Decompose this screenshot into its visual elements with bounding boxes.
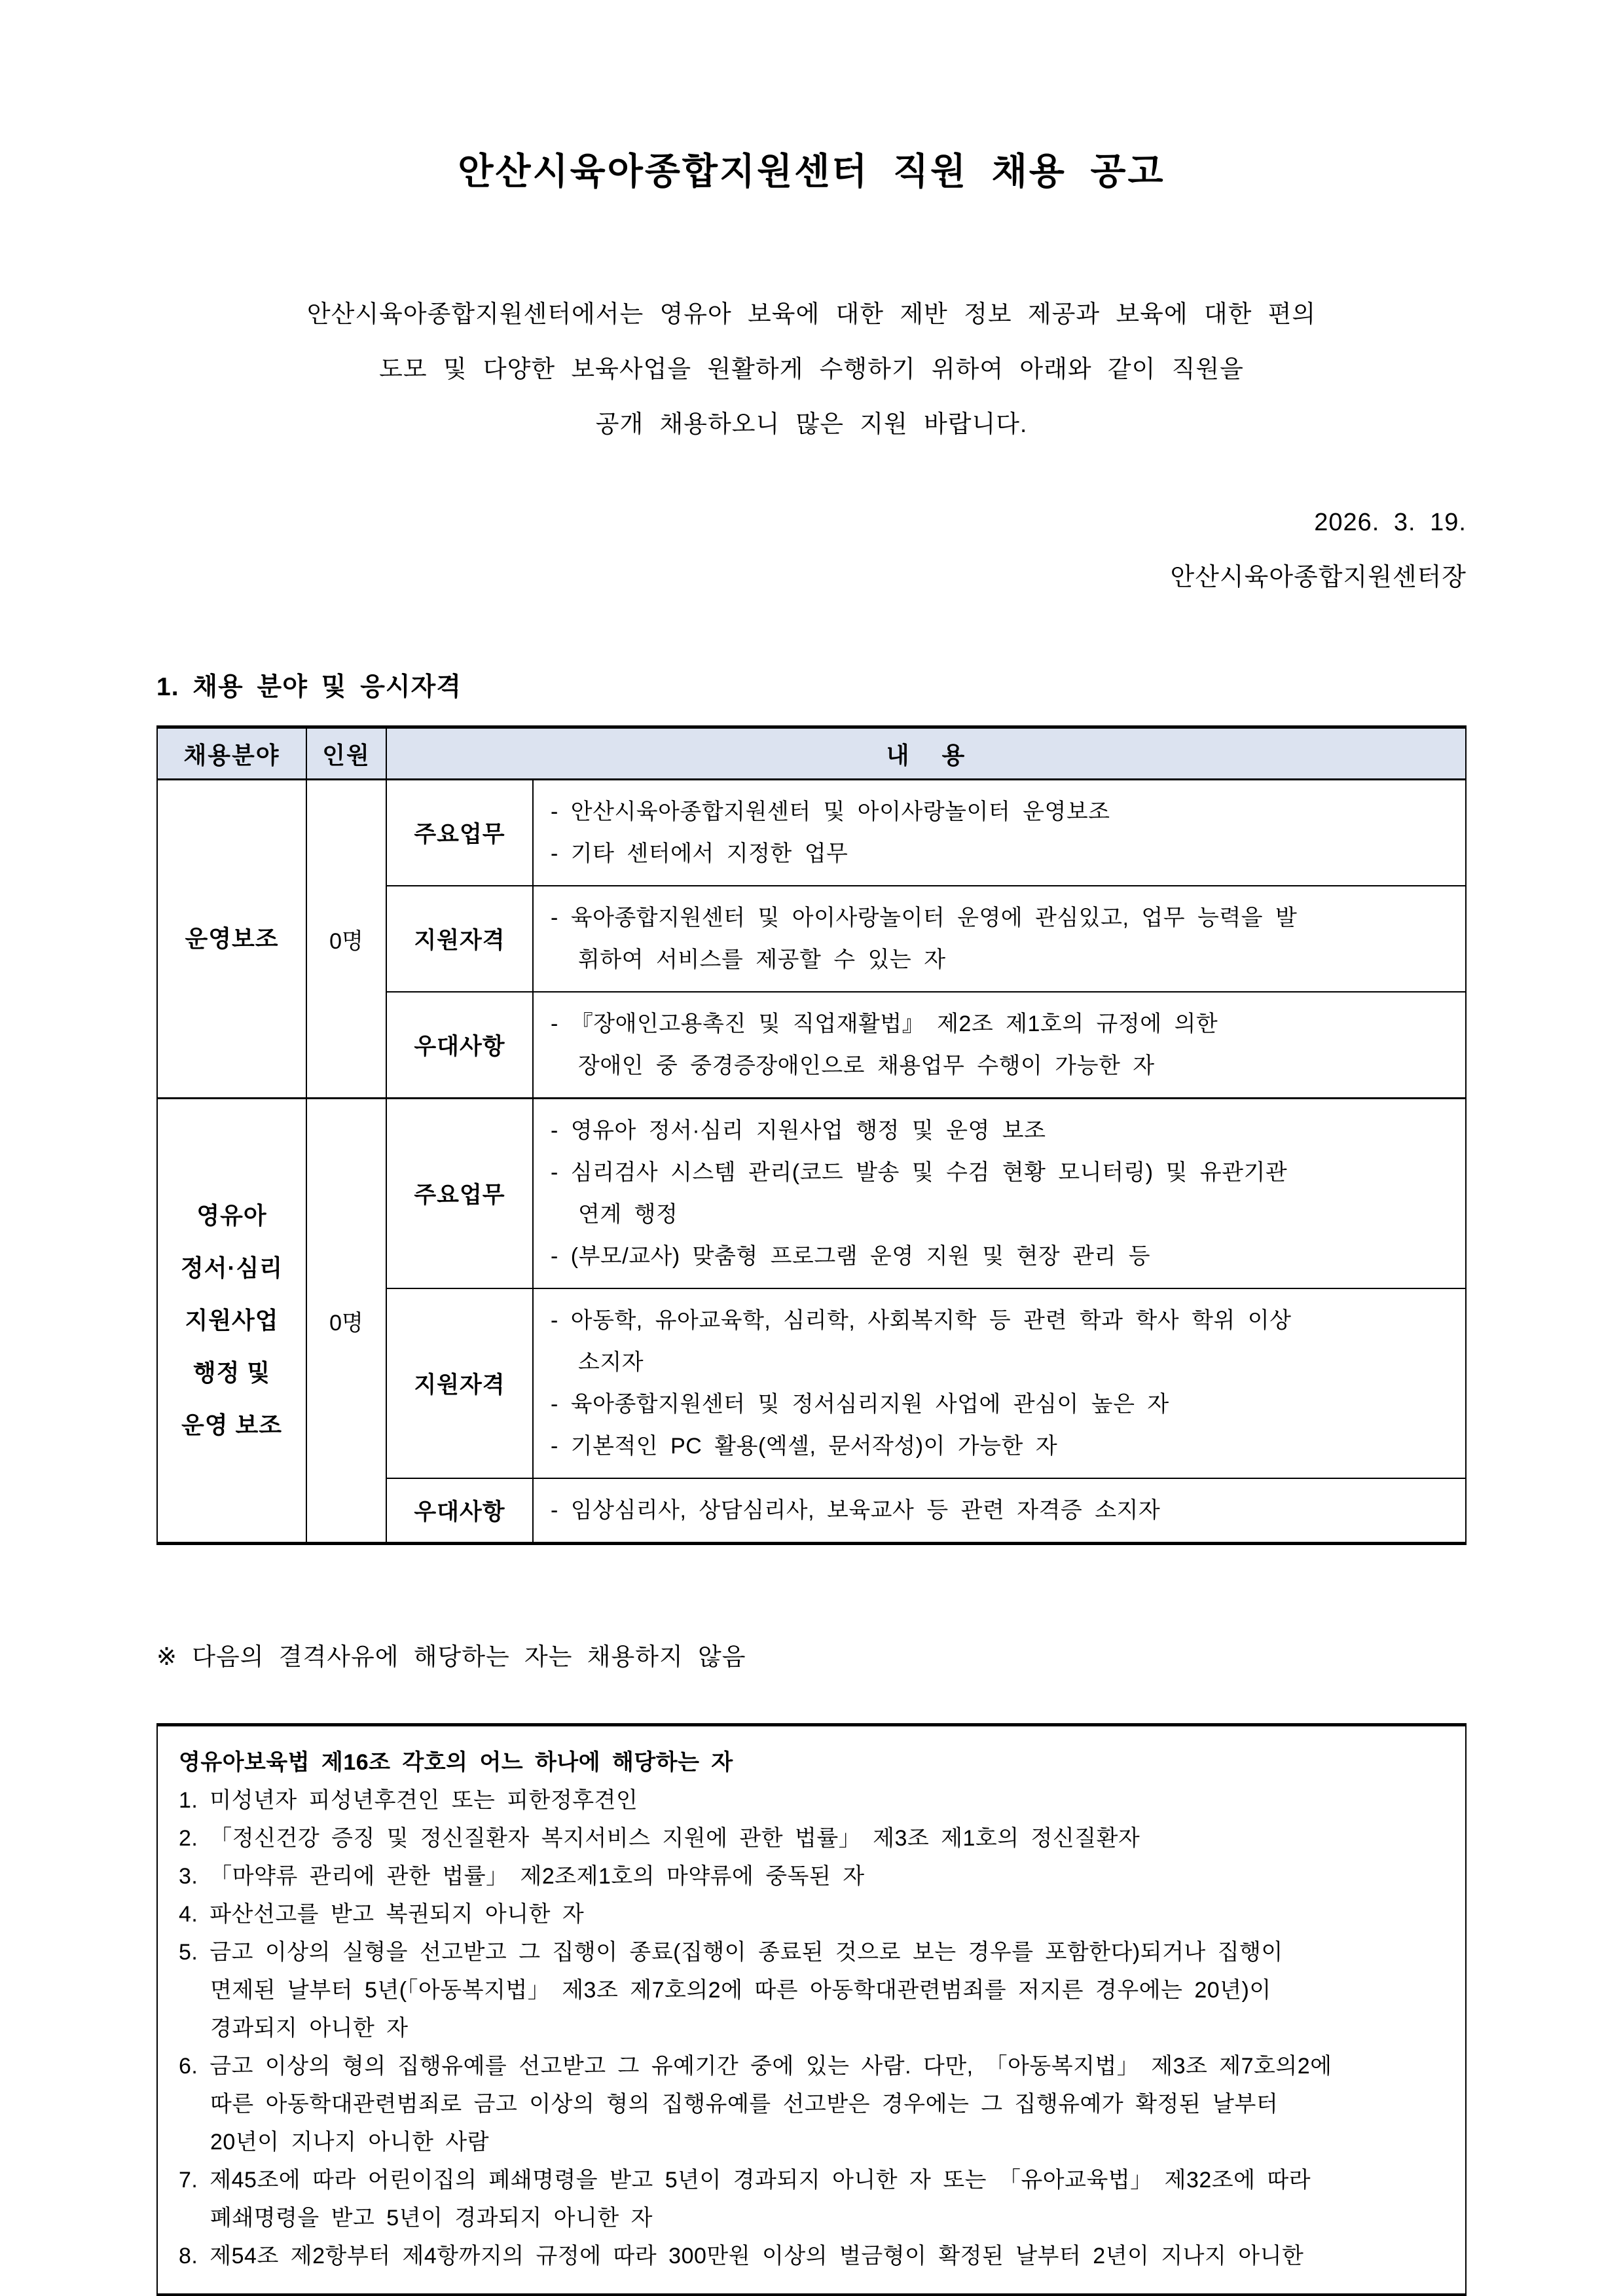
section-label-cell: 주요업무 (386, 1099, 533, 1289)
table-row (157, 1099, 1466, 1289)
section-label-cell: 우대사항 (386, 992, 533, 1099)
count-cell: 0명 (306, 1099, 386, 1544)
section1-heading: 1. 채용 분야 및 응시자격 (156, 673, 462, 701)
date-block (156, 495, 1467, 605)
table-header-row (157, 727, 1466, 780)
disqualification-item: 3. 「마약류 관리에 관한 법률」 제2조제1호의 마약류에 중독된 자 (179, 1864, 865, 1889)
announcement-date: 2026. 3. 19. (1314, 509, 1467, 536)
section-content-cell (533, 992, 1466, 1099)
disqualification-item: 4. 파산선고를 받고 복권되지 아니한 자 (179, 1902, 585, 1927)
content-bullet: - 『장애인고용촉진 및 직업재활법』 제2조 제1호의 규정에 의한 장애인 중 중경증장애인으로 채용업무 수행이 가능한 자 (551, 1011, 1218, 1078)
column-header-content: 내 용 (386, 727, 1466, 780)
column-header-field: 채용분야 (157, 727, 306, 780)
recruitment-table (156, 725, 1467, 1545)
content-bullet: - 영유아 정서·심리 지원사업 행정 및 운영 보조 (551, 1118, 1046, 1143)
content-bullet: - 육아종합지원센터 및 아이사랑놀이터 운영에 관심있고, 업무 능력을 발 휘하여 서비스를 제공할 수 있는 자 (551, 905, 1298, 972)
intro-paragraph (156, 287, 1467, 452)
disqualification-item: 5. 금고 이상의 실형을 선고받고 그 집행이 종료(집행이 종료된 것으로 보는 경우를 포함한다)되거나 집행이 면제된 날부터 5년(「아동복지법」 제3조 제7호의2에 따른 아동학대관련범죄를 저지른 경우에는 20년)이 경과되지 아니한 자 (179, 1940, 1283, 2041)
section-content-cell (533, 1099, 1466, 1289)
content-bullet: - 육아종합지원센터 및 정서심리지원 사업에 관심이 높은 자 (551, 1392, 1169, 1417)
disqualification-items (179, 1781, 1446, 2275)
disqualification-box-title: 영유아보육법 제16조 각호의 어느 하나에 해당하는 자 (179, 1750, 733, 1775)
section-content-cell (533, 780, 1466, 886)
content-bullet: - 임상심리사, 상담심리사, 보육교사 등 관련 자격증 소지자 (551, 1498, 1161, 1523)
content-bullet: - 안산시육아종합지원센터 및 아이사랑놀이터 운영보조 (551, 799, 1110, 824)
disqualification-note: ※ 다음의 결격사유에 해당하는 자는 채용하지 않음 (156, 1643, 746, 1670)
content-bullet: - 기본적인 PC 활용(엑셀, 문서작성)이 가능한 자 (551, 1434, 1058, 1459)
section-label-cell: 주요업무 (386, 780, 533, 886)
intro-line: 도모 및 다양한 보육사업을 원활하게 수행하기 위하여 아래와 같이 직원을 (379, 355, 1244, 382)
content-bullet: - 아동학, 유아교육학, 심리학, 사회복지학 등 관련 학과 학사 학위 이상 소지자 (551, 1308, 1292, 1375)
intro-line: 안산시육아종합지원센터에서는 영유아 보육에 대한 제반 정보 제공과 보육에 대한 편의 (306, 301, 1317, 327)
content-bullet: - 기타 센터에서 지정한 업무 (551, 841, 848, 866)
section-label-cell: 우대사항 (386, 1478, 533, 1544)
disqualification-box (156, 1723, 1467, 2296)
section-content-cell (533, 886, 1466, 992)
disqualification-item: 6. 금고 이상의 형의 집행유예를 선고받고 그 유예기간 중에 있는 사람. 다만, 「아동복지법」 제3조 제7호의2에 따른 아동학대관련범죄로 금고 이상의 형의 집행유예를 선고받은 경우에는 그 집행유예가 확정된 날부터 20년이 지나지 아니한 사람 (179, 2054, 1332, 2155)
disqualification-item: 8. 제54조 제2항부터 제4항까지의 규정에 따라 300만원 이상의 벌금형이 확정된 날부터 2년이 지나지 아니한 (179, 2244, 1304, 2269)
count-cell: 0명 (306, 780, 386, 1099)
section-label-cell: 지원자격 (386, 886, 533, 992)
disqualification-item: 7. 제45조에 따라 어린이집의 폐쇄명령을 받고 5년이 경과되지 아니한 자 또는 「유아교육법」 제32조에 따라 폐쇄명령을 받고 5년이 경과되지 아니한 자 (179, 2168, 1311, 2231)
section-content-cell (533, 1478, 1466, 1544)
disqualification-item: 2. 「정신건강 증징 및 정신질환자 복지서비스 지원에 관한 법률」 제3조 제1호의 정신질환자 (179, 1826, 1140, 1851)
content-bullet: - (부모/교사) 맞춤형 프로그램 운영 지원 및 현장 관리 등 (551, 1244, 1151, 1269)
signature-line: 안산시육아종합지원센터장 (1170, 564, 1467, 591)
disqualification-item: 1. 미성년자 피성년후견인 또는 피한정후견인 (179, 1788, 638, 1813)
section-content-cell (533, 1288, 1466, 1478)
column-header-count: 인원 (306, 727, 386, 780)
table-row (157, 780, 1466, 886)
section-label-cell: 지원자격 (386, 1288, 533, 1478)
field-cell: 운영보조 (157, 780, 306, 1099)
field-cell: 영유아 정서·심리 지원사업 행정 및 운영 보조 (157, 1099, 306, 1544)
intro-line: 공개 채용하오니 많은 지원 바랍니다. (595, 410, 1028, 437)
page-title: 안산시육아종합지원센터 직원 채용 공고 (458, 151, 1165, 192)
content-bullet: - 심리검사 시스템 관리(코드 발송 및 수검 현황 모니터링) 및 유관기관 연계 행정 (551, 1160, 1288, 1227)
